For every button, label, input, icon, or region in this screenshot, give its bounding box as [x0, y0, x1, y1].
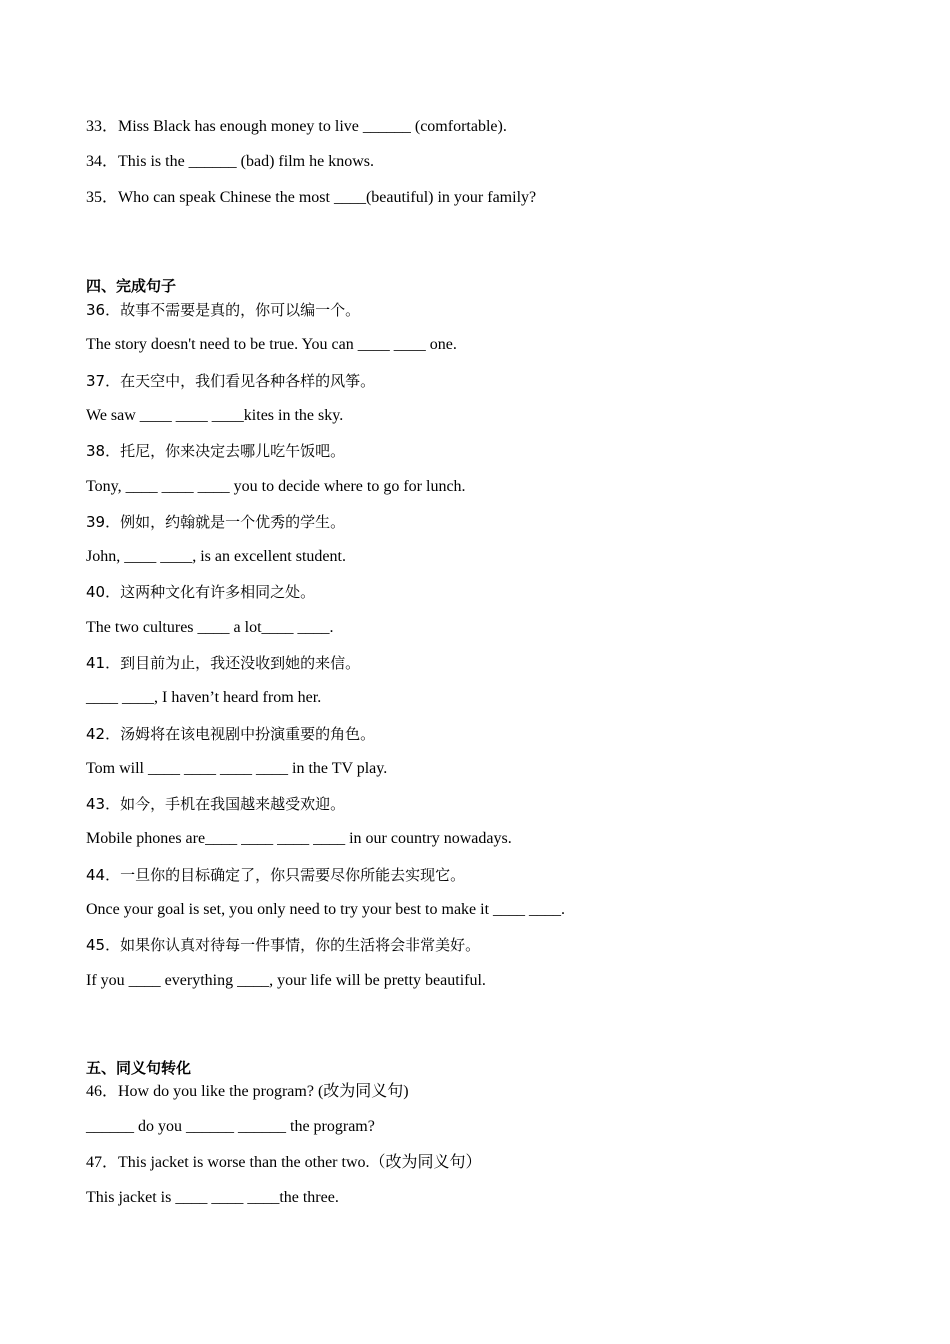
- section-5-heading: 五、同义句转化: [86, 1059, 192, 1077]
- question-36-prompt: 36．故事不需要是真的，你可以编一个。: [86, 301, 361, 319]
- question-37-prompt: 37．在天空中，我们看见各种各样的风筝。: [86, 372, 376, 390]
- question-39-answer-line: John, ____ ____, is an excellent student.: [86, 548, 346, 565]
- question-44-answer-line: Once your goal is set, you only need to try your best to make it ____ ____.: [86, 901, 566, 918]
- question-41-answer-line: ____ ____, I haven’t heard from her.: [86, 689, 322, 706]
- question-42-answer-line: Tom will ____ ____ ____ ____ in the TV play.: [86, 760, 388, 777]
- question-45-answer-line: If you ____ everything ____, your life will be pretty beautiful.: [86, 972, 486, 989]
- question-43-answer-line: Mobile phones are____ ____ ____ ____ in our country nowadays.: [86, 830, 512, 847]
- question-45-prompt: 45．如果你认真对待每一件事情，你的生活将会非常美好。: [86, 936, 481, 954]
- question-46-answer-line: ______ do you ______ ______ the program?: [86, 1118, 375, 1135]
- section-4-heading: 四、完成句子: [86, 277, 177, 295]
- question-46-prompt: 46．How do you like the program? (改为同义句): [86, 1083, 409, 1100]
- question-33: 33．Miss Black has enough money to live ______ (comfortable).: [86, 118, 507, 135]
- question-41-prompt: 41．到目前为止，我还没收到她的来信。: [86, 654, 361, 672]
- question-44-prompt: 44．一旦你的目标确定了，你只需要尽你所能去实现它。: [86, 866, 466, 884]
- question-39-prompt: 39．例如，约翰就是一个优秀的学生。: [86, 513, 346, 531]
- question-43-prompt: 43．如今，手机在我国越来越受欢迎。: [86, 795, 346, 813]
- question-42-prompt: 42．汤姆将在该电视剧中扮演重要的角色。: [86, 725, 376, 743]
- question-35: 35．Who can speak Chinese the most ____(beautiful) in your family?: [86, 189, 537, 206]
- question-38-prompt: 38．托尼，你来决定去哪儿吃午饭吧。: [86, 442, 346, 460]
- question-36-answer-line: The story doesn't need to be true. You can ____ ____ one.: [86, 336, 457, 353]
- question-47-answer-line: This jacket is ____ ____ ____the three.: [86, 1189, 339, 1206]
- question-40-prompt: 40．这两种文化有许多相同之处。: [86, 583, 316, 601]
- question-38-answer-line: Tony, ____ ____ ____ you to decide where to go for lunch.: [86, 478, 466, 495]
- question-37-answer-line: We saw ____ ____ ____kites in the sky.: [86, 407, 344, 424]
- question-34: 34．This is the ______ (bad) film he knows.: [86, 153, 374, 170]
- question-40-answer-line: The two cultures ____ a lot____ ____.: [86, 619, 334, 636]
- question-47-prompt: 47．This jacket is worse than the other two.（改为同义句）: [86, 1154, 482, 1171]
